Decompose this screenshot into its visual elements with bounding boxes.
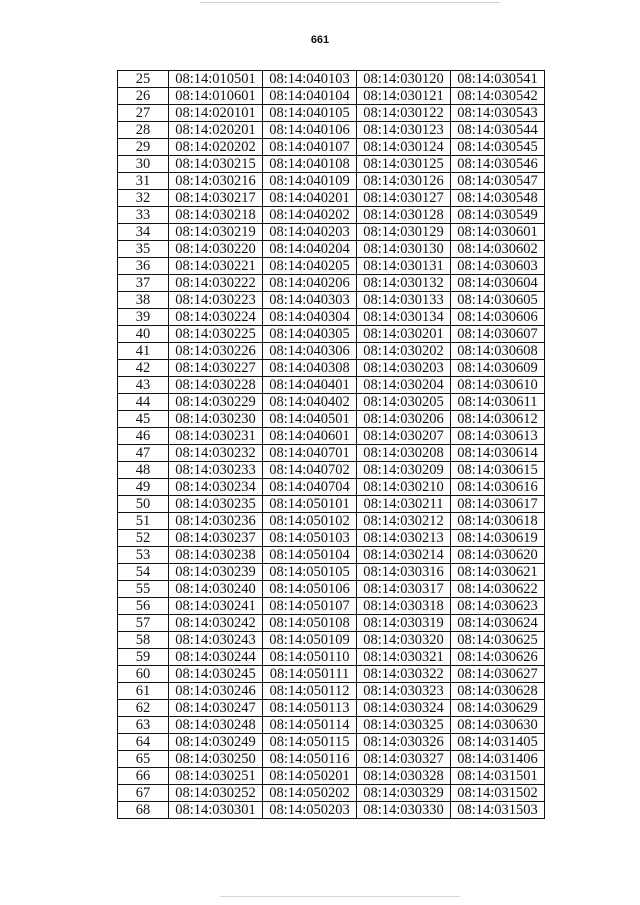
code-cell-col3: 08:14:030126: [357, 173, 451, 190]
top-scan-line: [200, 2, 500, 3]
code-cell-col2: 08:14:040203: [263, 224, 357, 241]
code-cell-col2: 08:14:040304: [263, 309, 357, 326]
code-cell-col1: 08:14:030235: [169, 496, 263, 513]
code-cell-col2: 08:14:040702: [263, 462, 357, 479]
code-cell-col2: 08:14:040306: [263, 343, 357, 360]
code-cell-col1: 08:14:030222: [169, 275, 263, 292]
code-cell-col2: 08:14:050203: [263, 802, 357, 819]
code-cell-col2: 08:14:050109: [263, 632, 357, 649]
code-cell-col1: 08:14:030216: [169, 173, 263, 190]
code-cell-col1: 08:14:010501: [169, 71, 263, 88]
code-cell-col2: 08:14:040402: [263, 394, 357, 411]
table-row: [118, 581, 545, 598]
code-cell-col1: 08:14:030217: [169, 190, 263, 207]
code-cell-col1: 08:14:030243: [169, 632, 263, 649]
code-cell-col2: 08:14:040205: [263, 258, 357, 275]
table-row: [118, 105, 545, 122]
code-cell-col2: 08:14:040305: [263, 326, 357, 343]
row-number-cell: 33: [118, 207, 169, 224]
row-number-cell: 49: [118, 479, 169, 496]
table-row: [118, 513, 545, 530]
code-cell-col4: 08:14:030604: [451, 275, 545, 292]
code-cell-col2: 08:14:040204: [263, 241, 357, 258]
code-cell-col1: 08:14:030252: [169, 785, 263, 802]
row-number-cell: 39: [118, 309, 169, 326]
table-row: [118, 462, 545, 479]
code-cell-col3: 08:14:030212: [357, 513, 451, 530]
code-cell-col3: 08:14:030214: [357, 547, 451, 564]
table-row: [118, 666, 545, 683]
table-row: [118, 309, 545, 326]
code-cell-col1: 08:14:030223: [169, 292, 263, 309]
code-cell-col1: 08:14:030245: [169, 666, 263, 683]
code-cell-col3: 08:14:030209: [357, 462, 451, 479]
code-cell-col2: 08:14:040704: [263, 479, 357, 496]
row-number-cell: 52: [118, 530, 169, 547]
table-row: [118, 122, 545, 139]
code-cell-col2: 08:14:040106: [263, 122, 357, 139]
table-row: [118, 734, 545, 751]
code-cell-col4: 08:14:030627: [451, 666, 545, 683]
row-number-cell: 55: [118, 581, 169, 598]
code-cell-col2: 08:14:040308: [263, 360, 357, 377]
code-cell-col2: 08:14:050101: [263, 496, 357, 513]
table-row: [118, 394, 545, 411]
code-cell-col4: 08:14:030611: [451, 394, 545, 411]
code-cell-col3: 08:14:030131: [357, 258, 451, 275]
code-cell-col3: 08:14:030120: [357, 71, 451, 88]
row-number-cell: 64: [118, 734, 169, 751]
table-row: [118, 258, 545, 275]
code-cell-col2: 08:14:050110: [263, 649, 357, 666]
row-number-cell: 54: [118, 564, 169, 581]
code-cell-col1: 08:14:010601: [169, 88, 263, 105]
code-cell-col3: 08:14:030208: [357, 445, 451, 462]
code-cell-col1: 08:14:020201: [169, 122, 263, 139]
code-cell-col4: 08:14:030614: [451, 445, 545, 462]
code-cell-col2: 08:14:050106: [263, 581, 357, 598]
code-cell-col2: 08:14:050114: [263, 717, 357, 734]
code-cell-col2: 08:14:050202: [263, 785, 357, 802]
code-cell-col1: 08:14:030230: [169, 411, 263, 428]
code-cell-col1: 08:14:030228: [169, 377, 263, 394]
table-row: [118, 190, 545, 207]
code-cell-col1: 08:14:030215: [169, 156, 263, 173]
table-row: [118, 547, 545, 564]
code-cell-col4: 08:14:030547: [451, 173, 545, 190]
row-number-cell: 50: [118, 496, 169, 513]
table-row: [118, 326, 545, 343]
code-cell-col3: 08:14:030325: [357, 717, 451, 734]
code-cell-col3: 08:14:030213: [357, 530, 451, 547]
row-number-cell: 42: [118, 360, 169, 377]
code-cell-col3: 08:14:030203: [357, 360, 451, 377]
code-cell-col2: 08:14:040501: [263, 411, 357, 428]
table-row: [118, 275, 545, 292]
table-row: [118, 411, 545, 428]
code-cell-col1: 08:14:030234: [169, 479, 263, 496]
code-cell-col2: 08:14:040105: [263, 105, 357, 122]
code-cell-col1: 08:14:030226: [169, 343, 263, 360]
code-cell-col1: 08:14:030246: [169, 683, 263, 700]
code-cell-col4: 08:14:030612: [451, 411, 545, 428]
code-cell-col4: 08:14:030607: [451, 326, 545, 343]
code-cell-col1: 08:14:030219: [169, 224, 263, 241]
code-cell-col4: 08:14:030605: [451, 292, 545, 309]
code-cell-col1: 08:14:030244: [169, 649, 263, 666]
code-cell-col2: 08:14:040206: [263, 275, 357, 292]
code-cell-col4: 08:14:030549: [451, 207, 545, 224]
code-cell-col1: 08:14:030240: [169, 581, 263, 598]
code-cell-col3: 08:14:030211: [357, 496, 451, 513]
table-row: [118, 139, 545, 156]
code-cell-col4: 08:14:030603: [451, 258, 545, 275]
code-cell-col4: 08:14:030608: [451, 343, 545, 360]
table-row: [118, 768, 545, 785]
row-number-cell: 59: [118, 649, 169, 666]
table-row: [118, 241, 545, 258]
code-cell-col1: 08:14:030237: [169, 530, 263, 547]
code-cell-col3: 08:14:030134: [357, 309, 451, 326]
row-number-cell: 56: [118, 598, 169, 615]
table-row: [118, 564, 545, 581]
code-cell-col2: 08:14:040104: [263, 88, 357, 105]
code-cell-col2: 08:14:050111: [263, 666, 357, 683]
code-cell-col3: 08:14:030326: [357, 734, 451, 751]
code-cell-col3: 08:14:030132: [357, 275, 451, 292]
code-cell-col3: 08:14:030133: [357, 292, 451, 309]
code-cell-col1: 08:14:030301: [169, 802, 263, 819]
code-cell-col3: 08:14:030330: [357, 802, 451, 819]
code-cell-col2: 08:14:040201: [263, 190, 357, 207]
code-cell-col2: 08:14:040601: [263, 428, 357, 445]
table-row: [118, 377, 545, 394]
code-cell-col4: 08:14:031502: [451, 785, 545, 802]
row-number-cell: 32: [118, 190, 169, 207]
code-cell-col4: 08:14:030542: [451, 88, 545, 105]
code-cell-col3: 08:14:030316: [357, 564, 451, 581]
row-number-cell: 36: [118, 258, 169, 275]
row-number-cell: 48: [118, 462, 169, 479]
code-cell-col2: 08:14:050107: [263, 598, 357, 615]
code-cell-col4: 08:14:030609: [451, 360, 545, 377]
code-cell-col3: 08:14:030324: [357, 700, 451, 717]
table-row: [118, 785, 545, 802]
table-row: [118, 292, 545, 309]
code-cell-col4: 08:14:030628: [451, 683, 545, 700]
code-cell-col2: 08:14:050103: [263, 530, 357, 547]
code-cell-col4: 08:14:030616: [451, 479, 545, 496]
code-cell-col4: 08:14:030625: [451, 632, 545, 649]
row-number-cell: 31: [118, 173, 169, 190]
row-number-cell: 30: [118, 156, 169, 173]
row-number-cell: 25: [118, 71, 169, 88]
table-row: [118, 615, 545, 632]
code-cell-col4: 08:14:030624: [451, 615, 545, 632]
table-row: [118, 649, 545, 666]
code-cell-col3: 08:14:030319: [357, 615, 451, 632]
row-number-cell: 40: [118, 326, 169, 343]
code-cell-col4: 08:14:030544: [451, 122, 545, 139]
code-cell-col4: 08:14:030613: [451, 428, 545, 445]
code-cell-col3: 08:14:030201: [357, 326, 451, 343]
table-row: [118, 751, 545, 768]
row-number-cell: 57: [118, 615, 169, 632]
code-cell-col1: 08:14:030250: [169, 751, 263, 768]
code-cell-col3: 08:14:030318: [357, 598, 451, 615]
code-cell-col2: 08:14:040202: [263, 207, 357, 224]
table-row: [118, 224, 545, 241]
code-cell-col4: 08:14:030602: [451, 241, 545, 258]
code-cell-col3: 08:14:030204: [357, 377, 451, 394]
code-cell-col4: 08:14:030621: [451, 564, 545, 581]
code-cell-col3: 08:14:030206: [357, 411, 451, 428]
table-row: [118, 88, 545, 105]
row-number-cell: 60: [118, 666, 169, 683]
code-cell-col2: 08:14:050102: [263, 513, 357, 530]
row-number-cell: 63: [118, 717, 169, 734]
code-cell-col1: 08:14:030227: [169, 360, 263, 377]
table-row: [118, 632, 545, 649]
code-cell-col1: 08:14:030225: [169, 326, 263, 343]
code-cell-col4: 08:14:030626: [451, 649, 545, 666]
code-cell-col2: 08:14:040107: [263, 139, 357, 156]
code-cell-col2: 08:14:050112: [263, 683, 357, 700]
code-cell-col3: 08:14:030322: [357, 666, 451, 683]
code-cell-col4: 08:14:030548: [451, 190, 545, 207]
code-cell-col4: 08:14:031406: [451, 751, 545, 768]
code-cell-col1: 08:14:030249: [169, 734, 263, 751]
code-cell-col1: 08:14:030238: [169, 547, 263, 564]
code-cell-col3: 08:14:030127: [357, 190, 451, 207]
code-cell-col4: 08:14:031503: [451, 802, 545, 819]
row-number-cell: 51: [118, 513, 169, 530]
table-row: [118, 71, 545, 88]
code-cell-col4: 08:14:030619: [451, 530, 545, 547]
row-number-cell: 65: [118, 751, 169, 768]
code-cell-col1: 08:14:030232: [169, 445, 263, 462]
table-row: [118, 479, 545, 496]
code-cell-col4: 08:14:030630: [451, 717, 545, 734]
table-row: [118, 530, 545, 547]
code-cell-col4: 08:14:030606: [451, 309, 545, 326]
code-cell-col3: 08:14:030210: [357, 479, 451, 496]
code-cell-col3: 08:14:030123: [357, 122, 451, 139]
code-cell-col1: 08:14:030218: [169, 207, 263, 224]
code-cell-col3: 08:14:030321: [357, 649, 451, 666]
code-cell-col3: 08:14:030124: [357, 139, 451, 156]
code-cell-col3: 08:14:030323: [357, 683, 451, 700]
table-row: [118, 360, 545, 377]
code-cell-col2: 08:14:050104: [263, 547, 357, 564]
code-cell-col4: 08:14:030601: [451, 224, 545, 241]
code-cell-col1: 08:14:030233: [169, 462, 263, 479]
code-cell-col4: 08:14:030623: [451, 598, 545, 615]
code-cell-col4: 08:14:030617: [451, 496, 545, 513]
code-cell-col1: 08:14:030247: [169, 700, 263, 717]
table-row: [118, 700, 545, 717]
row-number-cell: 45: [118, 411, 169, 428]
code-cell-col4: 08:14:030545: [451, 139, 545, 156]
code-cell-col3: 08:14:030207: [357, 428, 451, 445]
code-cell-col3: 08:14:030329: [357, 785, 451, 802]
code-cell-col2: 08:14:040303: [263, 292, 357, 309]
code-cell-col4: 08:14:030618: [451, 513, 545, 530]
code-cell-col2: 08:14:050116: [263, 751, 357, 768]
table-row: [118, 802, 545, 819]
code-cell-col1: 08:14:030242: [169, 615, 263, 632]
code-cell-col1: 08:14:030248: [169, 717, 263, 734]
code-cell-col4: 08:14:030622: [451, 581, 545, 598]
code-cell-col3: 08:14:030122: [357, 105, 451, 122]
code-cell-col4: 08:14:031405: [451, 734, 545, 751]
table-body: [118, 71, 545, 819]
table-row: [118, 445, 545, 462]
code-cell-col1: 08:14:030239: [169, 564, 263, 581]
code-cell-col1: 08:14:030241: [169, 598, 263, 615]
code-cell-col1: 08:14:030236: [169, 513, 263, 530]
code-cell-col1: 08:14:030224: [169, 309, 263, 326]
row-number-cell: 44: [118, 394, 169, 411]
table-row: [118, 683, 545, 700]
table-row: [118, 717, 545, 734]
code-cell-col1: 08:14:030231: [169, 428, 263, 445]
code-cell-col4: 08:14:030541: [451, 71, 545, 88]
code-cell-col3: 08:14:030327: [357, 751, 451, 768]
code-cell-col2: 08:14:040701: [263, 445, 357, 462]
code-cell-col2: 08:14:050201: [263, 768, 357, 785]
table-row: [118, 598, 545, 615]
row-number-cell: 28: [118, 122, 169, 139]
row-number-cell: 38: [118, 292, 169, 309]
table-row: [118, 207, 545, 224]
code-cell-col2: 08:14:050108: [263, 615, 357, 632]
row-number-cell: 46: [118, 428, 169, 445]
code-cell-col3: 08:14:030202: [357, 343, 451, 360]
code-cell-col3: 08:14:030205: [357, 394, 451, 411]
table-row: [118, 173, 545, 190]
row-number-cell: 68: [118, 802, 169, 819]
code-cell-col1: 08:14:030221: [169, 258, 263, 275]
row-number-cell: 67: [118, 785, 169, 802]
code-cell-col3: 08:14:030125: [357, 156, 451, 173]
row-number-cell: 34: [118, 224, 169, 241]
code-cell-col3: 08:14:030121: [357, 88, 451, 105]
table-row: [118, 343, 545, 360]
code-cell-col2: 08:14:050105: [263, 564, 357, 581]
row-number-cell: 35: [118, 241, 169, 258]
row-number-cell: 61: [118, 683, 169, 700]
code-cell-col1: 08:14:030251: [169, 768, 263, 785]
code-cell-col1: 08:14:020101: [169, 105, 263, 122]
row-number-cell: 37: [118, 275, 169, 292]
code-cell-col4: 08:14:030610: [451, 377, 545, 394]
code-cell-col1: 08:14:030229: [169, 394, 263, 411]
code-cell-col2: 08:14:040108: [263, 156, 357, 173]
row-number-cell: 29: [118, 139, 169, 156]
code-cell-col4: 08:14:030615: [451, 462, 545, 479]
table-row: [118, 496, 545, 513]
table-row: [118, 428, 545, 445]
code-cell-col4: 08:14:030543: [451, 105, 545, 122]
row-number-cell: 62: [118, 700, 169, 717]
code-cell-col3: 08:14:030128: [357, 207, 451, 224]
row-number-cell: 66: [118, 768, 169, 785]
code-cell-col3: 08:14:030129: [357, 224, 451, 241]
table-row: [118, 156, 545, 173]
row-number-cell: 58: [118, 632, 169, 649]
code-cell-col3: 08:14:030317: [357, 581, 451, 598]
code-cell-col2: 08:14:040109: [263, 173, 357, 190]
code-cell-col3: 08:14:030328: [357, 768, 451, 785]
code-cell-col3: 08:14:030320: [357, 632, 451, 649]
code-cell-col1: 08:14:030220: [169, 241, 263, 258]
row-number-cell: 47: [118, 445, 169, 462]
code-cell-col2: 08:14:050115: [263, 734, 357, 751]
row-number-cell: 41: [118, 343, 169, 360]
code-cell-col3: 08:14:030130: [357, 241, 451, 258]
code-cell-col2: 08:14:050113: [263, 700, 357, 717]
code-cell-col4: 08:14:030629: [451, 700, 545, 717]
row-number-cell: 26: [118, 88, 169, 105]
code-cell-col2: 08:14:040103: [263, 71, 357, 88]
code-cell-col4: 08:14:030620: [451, 547, 545, 564]
bottom-scan-line: [220, 896, 460, 897]
code-cell-col1: 08:14:020202: [169, 139, 263, 156]
row-number-cell: 53: [118, 547, 169, 564]
row-number-cell: 43: [118, 377, 169, 394]
row-number-cell: 27: [118, 105, 169, 122]
code-cell-col2: 08:14:040401: [263, 377, 357, 394]
page-number: 661: [310, 34, 330, 46]
cadastral-codes-table: [117, 70, 545, 819]
code-cell-col4: 08:14:030546: [451, 156, 545, 173]
code-cell-col4: 08:14:031501: [451, 768, 545, 785]
